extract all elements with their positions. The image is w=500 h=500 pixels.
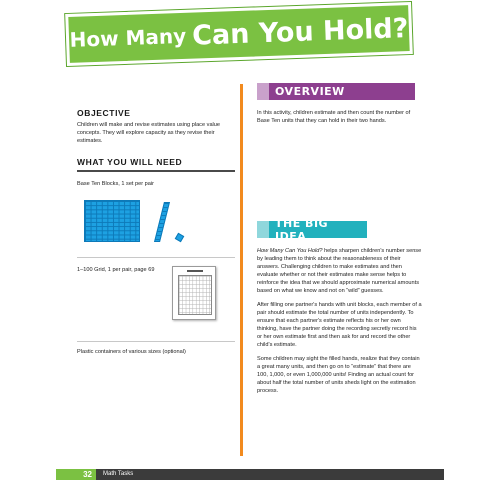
material-label: Base Ten Blocks, 1 set per pair: [77, 181, 155, 187]
big-idea-heading: THE BIG IDEA: [275, 216, 329, 243]
material-label: Plastic containers of various sizes (optional): [77, 349, 186, 355]
objective-heading: OBJECTIVE: [77, 108, 131, 118]
base-ten-unit-image: [175, 233, 185, 243]
grid-title-mark: [187, 270, 203, 272]
title-part1: How Many: [69, 23, 187, 52]
big-idea-paragraph-1: [257, 247, 422, 295]
overview-text: In this activity, children estimate and then count the number of Base Ten units that they can hold in their two hands.: [257, 110, 411, 124]
page-number: 32: [56, 469, 96, 480]
overview-heading: OVERVIEW: [275, 85, 345, 98]
left-column: [77, 108, 235, 356]
base-ten-rod-image: [154, 202, 170, 242]
grid-lines: [178, 275, 212, 315]
big-idea-bar: [257, 216, 367, 243]
material-item-containers: [77, 342, 235, 356]
material-item-base-ten: [77, 172, 235, 258]
material-item-grid: [77, 258, 235, 342]
activity-title-italic: How Many Can You Hold?: [257, 248, 323, 254]
big-idea-header: [257, 216, 422, 243]
paragraph-1-text: helps sharpen children's number sense by leading them to think about the reasonableness of their answers. Challenging children to make estimates and then evaluate whether or not their estimates make sense helps to reinforce the idea that we should approximate numerical amounts based on what we know and not on “wild” guesses.: [257, 248, 422, 294]
footer-label: Math Tasks: [103, 471, 134, 477]
needs-heading: WHAT YOU WILL NEED: [77, 157, 235, 172]
overview-bar: [257, 83, 415, 100]
hundred-grid-thumbnail: [172, 266, 216, 320]
big-idea-paragraph-3: Some children may sight the filled hands, realize that they contain a great many units, and then go on to “estimate” that there are 100, 1,000, or even 1,000,000 units! Finding an actual count for about half the total number of units sheds light on the estimation process.: [257, 356, 420, 394]
objective-text: Children will make and revise estimates using place value concepts. They will explore capacity as they revise their estimates.: [77, 122, 221, 144]
material-label: 1–100 Grid, 1 per pair, page 69: [77, 267, 155, 273]
overview-header: [257, 83, 422, 101]
column-divider: [240, 84, 243, 456]
base-ten-flat-image: [84, 200, 140, 242]
big-idea-paragraph-2: After filling one partner's hands with unit blocks, each member of a pair should estimate the total number of units independently. To ensure that each partner's estimate reflects his or her own thinking, have the partner doing the recording secretly record his or her own estimate first and then ask for and record the other child's estimate.: [257, 302, 422, 348]
right-column: [257, 83, 422, 401]
footer-bar: [56, 469, 444, 480]
title-part2: Can You Hold?: [191, 12, 409, 52]
